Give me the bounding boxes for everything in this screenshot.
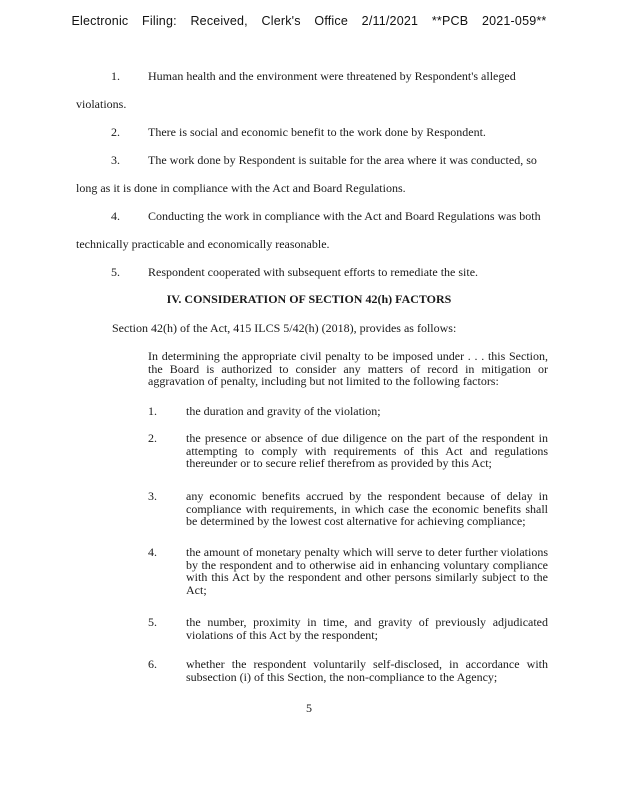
finding-4-number: 4. (111, 209, 120, 223)
factor-5-text: the number, proximity in time, and gravity of previously adjudicated violations of this Act by the respondent; (186, 615, 548, 642)
finding-3-number: 3. (111, 153, 120, 167)
factor-1-text: the duration and gravity of the violation; (186, 404, 381, 418)
finding-1-line-2: violations. (76, 97, 127, 111)
factor-3-text: any economic benefits accrued by the respondent because of delay in compliance with requirements, in which case the economic benefits shall be determined by the lowest cost alternative for achieving compliance; (186, 489, 548, 529)
factor-6-number: 6. (148, 657, 157, 671)
factor-4-number: 4. (148, 545, 157, 559)
finding-5-line-1: Respondent cooperated with subsequent efforts to remediate the site. (148, 265, 479, 279)
section-intro: Section 42(h) of the Act, 415 ILCS 5/42(h) (2018), provides as follows: (112, 321, 457, 335)
finding-3-line-2: long as it is done in compliance with the Act and Board Regulations. (76, 181, 406, 195)
quote-intro: In determining the appropriate civil penalty to be imposed under . . . this Section, the Board is authorized to consider any matters of record in mitigation or aggravation of penalty, including but not limited to the following factors: (148, 349, 548, 389)
finding-1-line-1: Human health and the environment were threatened by Respondent's alleged (148, 69, 516, 83)
section-heading: IV. CONSIDERATION OF SECTION 42(h) FACTORS (166, 292, 452, 306)
factor-5-number: 5. (148, 615, 157, 629)
finding-2-line-1: There is social and economic benefit to the work done by Respondent. (148, 125, 486, 139)
factor-4-text: the amount of monetary penalty which will serve to deter further violations by the respondent and to otherwise aid in enhancing voluntary compliance with this Act by the respondent and other persons similarly subject to the Act; (186, 545, 548, 597)
factor-6-text: whether the respondent voluntarily self-disclosed, in accordance with subsection (i) of this Section, the non-compliance to the Agency; (186, 657, 548, 684)
filing-stamp: Electronic Filing: Received, Clerk's Office 2/11/2021 **PCB 2021-059** (71, 14, 547, 28)
page-number: 5 (306, 701, 312, 715)
factor-2-text: the presence or absence of due diligence on the part of the respondent in attempting to comply with requirements of this Act and regulations thereunder or to secure relief therefrom as provided by this Act; (186, 431, 548, 471)
finding-4-line-1: Conducting the work in compliance with the Act and Board Regulations was both (148, 209, 541, 223)
finding-4-line-2: technically practicable and economically reasonable. (76, 237, 330, 251)
finding-2-number: 2. (111, 125, 120, 139)
finding-1-number: 1. (111, 69, 120, 83)
factor-3-number: 3. (148, 489, 157, 503)
factor-1-number: 1. (148, 404, 157, 418)
finding-3-line-1: The work done by Respondent is suitable for the area where it was conducted, so (148, 153, 537, 167)
factor-2-number: 2. (148, 431, 157, 445)
finding-5-number: 5. (111, 265, 120, 279)
